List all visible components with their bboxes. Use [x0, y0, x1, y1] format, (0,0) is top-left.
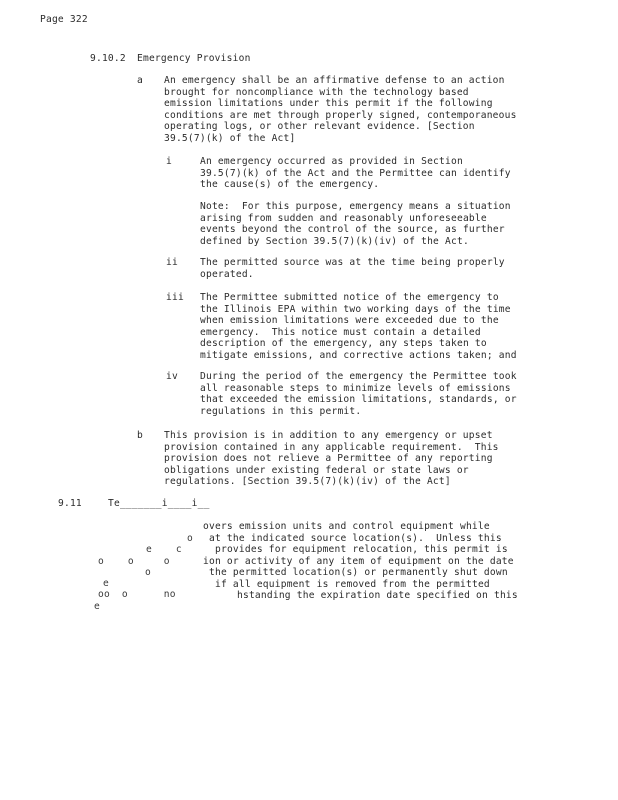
text-line: the permitted location(s) or permanently shut down [209, 567, 508, 578]
item-label-a: a [137, 75, 143, 86]
text-line: events beyond the control of the source, as further [200, 224, 505, 235]
sub-iv-paragraph [200, 371, 517, 417]
sub-ii-paragraph [200, 257, 505, 280]
section-title-9-11: Te_______i____i__ [108, 498, 210, 509]
section-title: Emergency Provision [137, 53, 251, 64]
text-line: An emergency occurred as provided in Section [200, 156, 463, 167]
text-line: emergency. This notice must contain a detailed [200, 326, 481, 338]
text-line: During the period of the emergency the Permittee took [200, 371, 517, 382]
text-fragment: e [94, 601, 100, 612]
text-fragment: o [187, 533, 193, 544]
text-fragment: o [145, 567, 151, 578]
sub-label-ii: ii [166, 257, 178, 268]
text-line: brought for noncompliance with the technology based [164, 86, 469, 98]
item-b-paragraph [164, 430, 499, 488]
text-line: The Permittee submitted notice of the emergency to [200, 292, 499, 303]
sub-label-iv: iv [166, 371, 178, 382]
text-line: when emission limitations were exceeded due to the [200, 315, 499, 326]
text-line: mitigate emissions, and corrective actions taken; and [200, 349, 517, 361]
text-fragment: o o o [98, 556, 170, 567]
text-line: the Illinois EPA within two working days of the time [200, 303, 511, 315]
text-line: regulations in this permit. [200, 405, 362, 417]
text-line: operated. [200, 268, 254, 280]
section-number: 9.10.2 [90, 53, 126, 64]
text-line: all reasonable steps to minimize levels of emissions [200, 382, 511, 394]
text-line: An emergency shall be an affirmative defense to an action [164, 75, 505, 86]
text-line: This provision is in addition to any emergency or upset [164, 430, 493, 441]
text-fragment: oo o no [98, 589, 176, 600]
sub-label-iii: iii [166, 292, 184, 303]
text-line: provides for equipment relocation, this permit is [215, 544, 508, 555]
item-a-paragraph [164, 75, 517, 144]
text-line: operating logs, or other relevant evidence. [Section [164, 121, 475, 132]
text-line: arising from sudden and reasonably unforeseeable [200, 212, 487, 224]
section-9-11-body [201, 521, 518, 602]
text-line: provision contained in any applicable requirement. This [164, 441, 499, 453]
text-line: at the indicated source location(s). Unless this [209, 532, 502, 544]
text-line: the cause(s) of the emergency. [200, 179, 380, 190]
text-line: overs emission units and control equipment while [203, 521, 490, 532]
page-header: Page 322 [40, 14, 88, 25]
sub-label-i: i [166, 156, 172, 167]
text-line: provision does not relieve a Permittee of any reporting [164, 453, 493, 464]
sub-iii-paragraph [200, 292, 517, 361]
text-line: that exceeded the emission limitations, standards, or [200, 394, 517, 405]
section-number-9-11: 9.11 [58, 498, 82, 509]
text-line: 39.5(7)(k) of the Act and the Permittee can identify [200, 167, 511, 179]
text-line: 39.5(7)(k) of the Act] [164, 132, 296, 144]
text-line: The permitted source was at the time being properly [200, 257, 505, 268]
note-paragraph [200, 201, 511, 247]
text-line: emission limitations under this permit if the following [164, 98, 493, 109]
text-fragment: e c [146, 544, 182, 555]
text-fragment: e [103, 578, 109, 589]
text-line: description of the emergency, any steps taken to [200, 338, 487, 349]
text-line: hstanding the expiration date specified on this [237, 590, 518, 601]
text-line: defined by Section 39.5(7)(k)(iv) of the Act. [200, 235, 469, 247]
sub-i-paragraph [200, 156, 511, 191]
text-line: Note: For this purpose, emergency means a situation [200, 201, 511, 212]
item-label-b: b [137, 430, 143, 441]
text-line: regulations. [Section 39.5(7)(k)(iv) of the Act] [164, 476, 451, 487]
text-line: if all equipment is removed from the permitted [215, 578, 490, 590]
text-line: obligations under existing federal or state laws or [164, 464, 469, 476]
text-line: conditions are met through properly signed, contemporaneous [164, 109, 517, 121]
text-line: ion or activity of any item of equipment on the date [203, 555, 514, 567]
